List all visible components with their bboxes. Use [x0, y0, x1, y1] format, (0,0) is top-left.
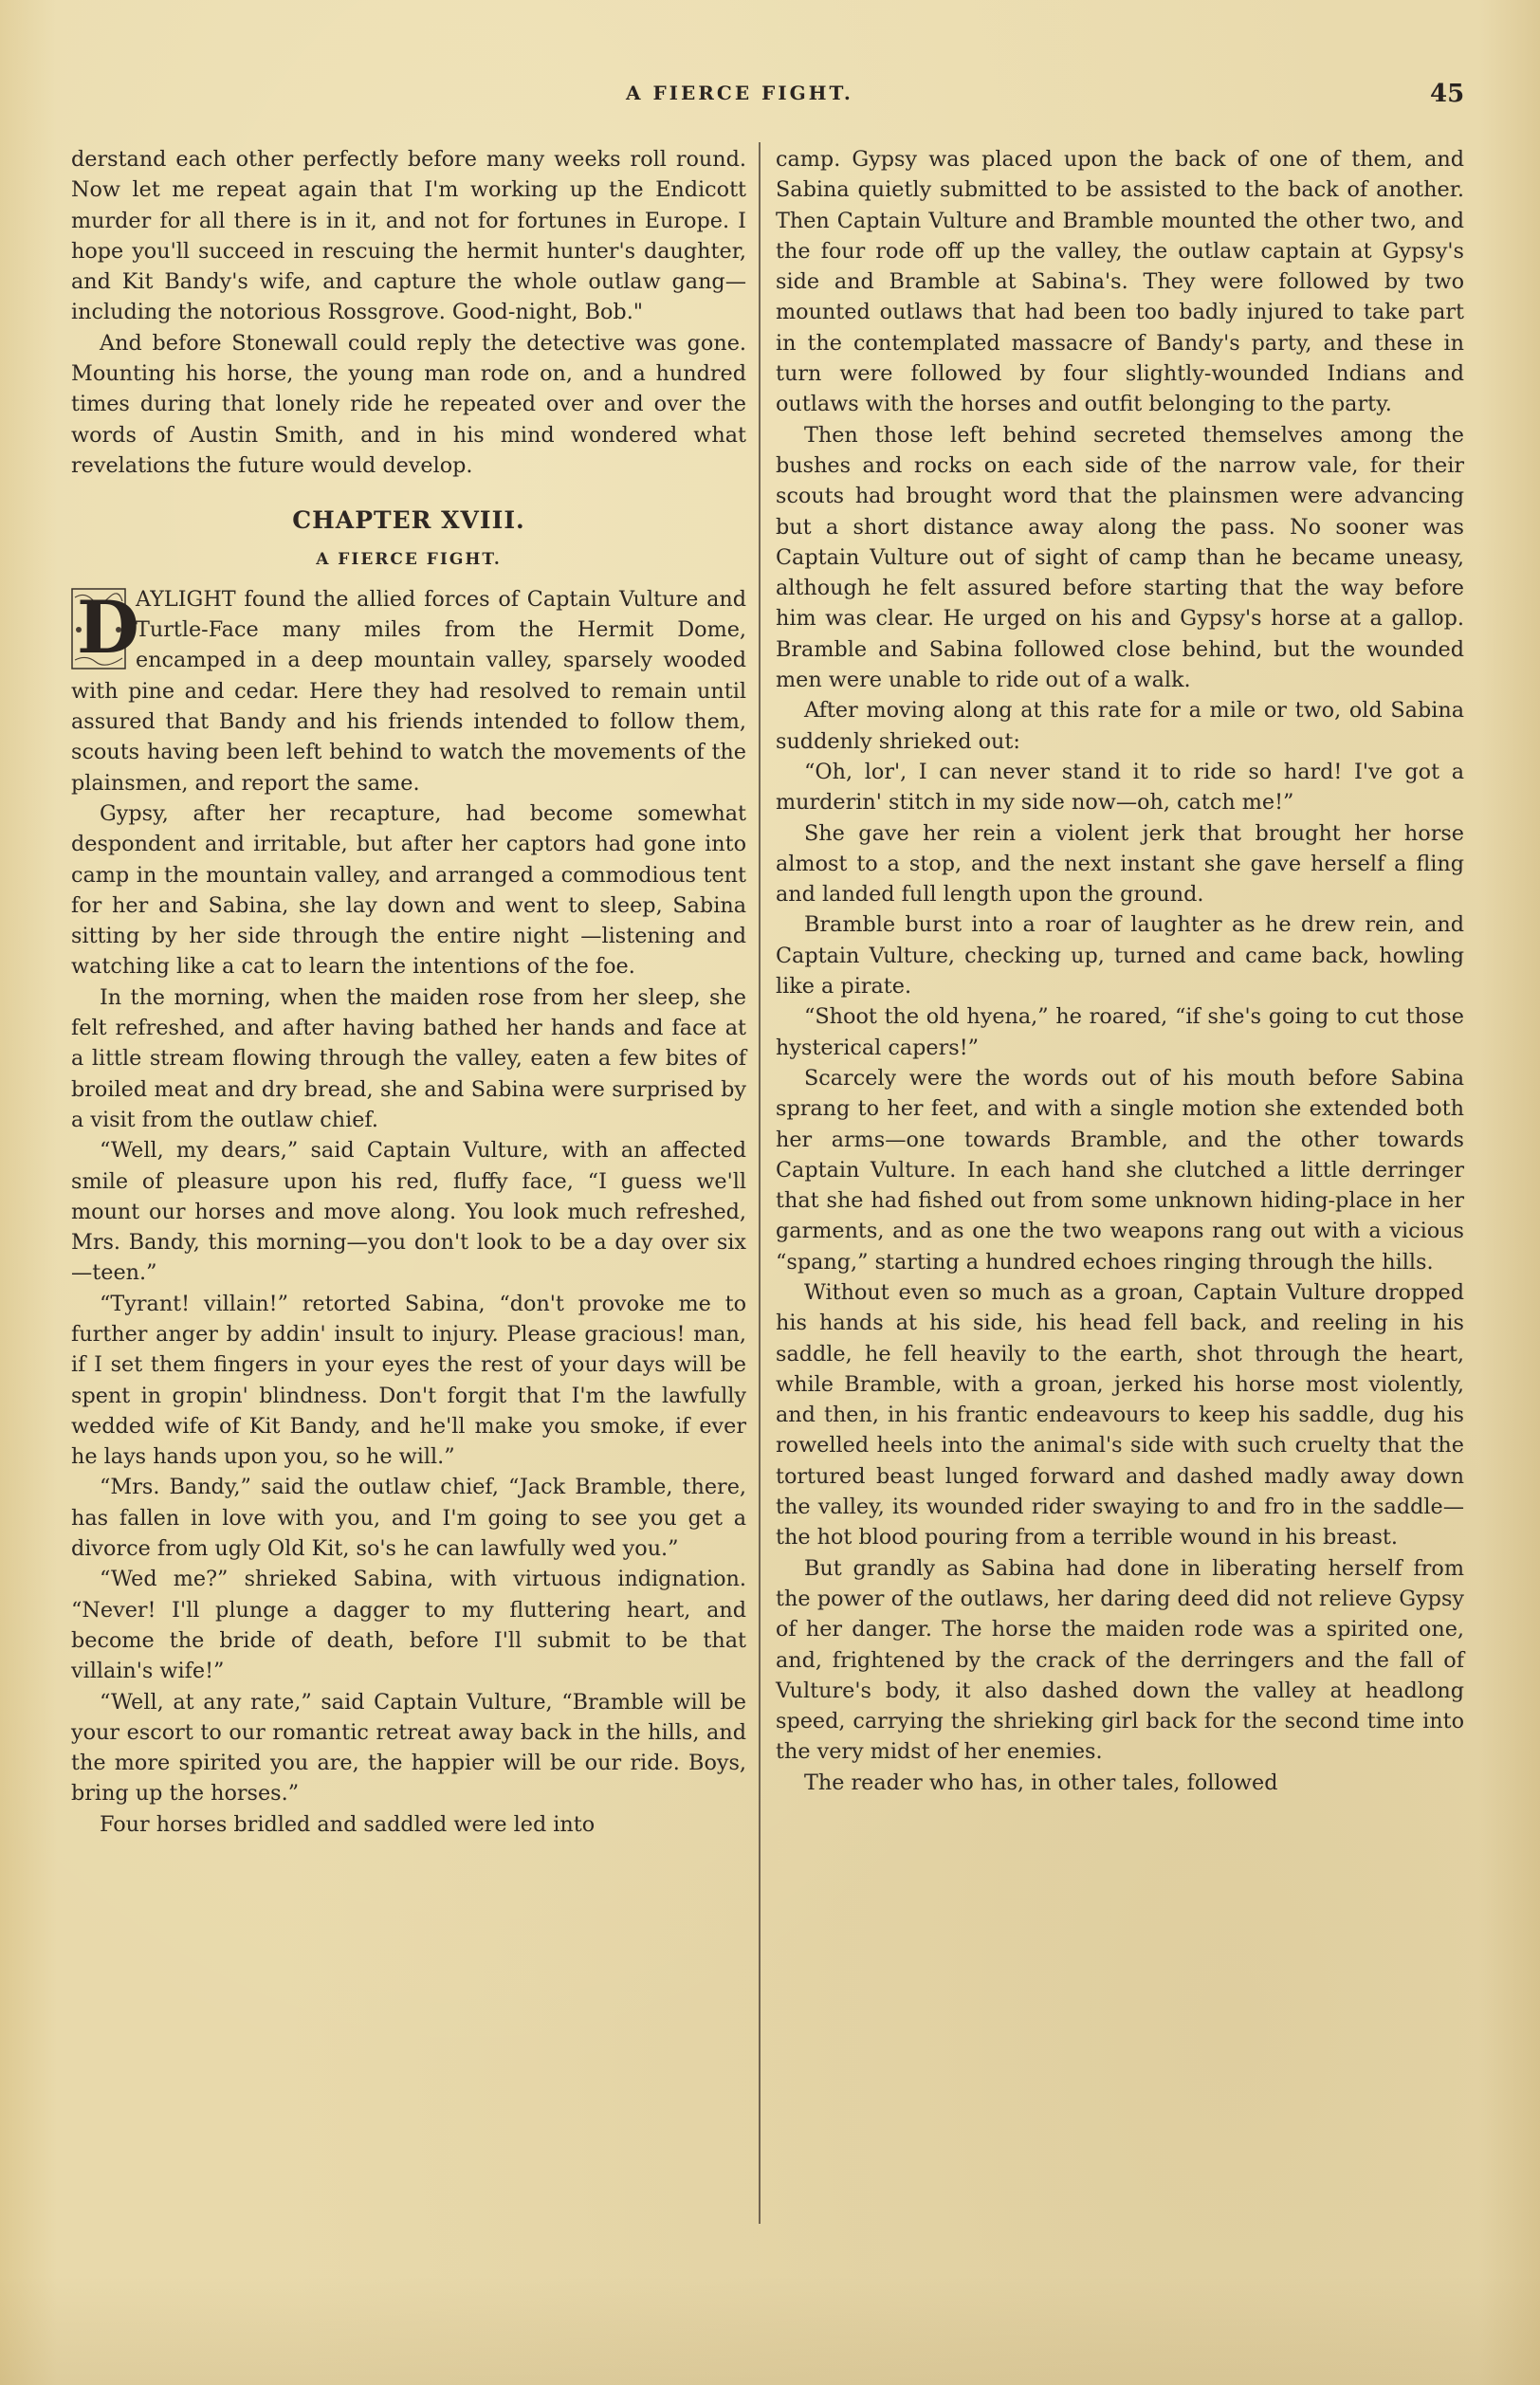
paragraph: “Well, at any rate,” said Captain Vulture, “Bramble will be your escort to our romantic retreat away back in the hills, and the more spirited you are, the happier will be our ride. Boys, bring up the horses.” — [71, 1689, 746, 1807]
paragraph: “Shoot the old hyena,” he roared, “if she's going to cut those hysterical capers!” — [776, 1004, 1464, 1060]
paragraph: “Oh, lor', I can never stand it to ride so hard! I've got a murderin' stitch in my side now—oh, catch me!” — [776, 759, 1464, 816]
paragraph: Four horses bridled and saddled were led into — [100, 1811, 596, 1837]
paragraph: “Tyrant! villain!” retorted Sabina, “don't provoke me to further anger by addin' insult to injury. Please gracious! man, if I set them fingers in your eyes the rest of your days will be spent in gropin' blindness. Don't forgit that I'm the lawfully wedded wife of Kit Bandy, and he'll make you smoke, if ever he lays hands upon you, so he will.” — [71, 1291, 746, 1470]
running-head: A FIERCE FIGHT. — [626, 82, 853, 104]
paragraph: camp. Gypsy was placed upon the back of one of them, and Sabina quietly submitted to be assisted to the back of another. Then Captain Vulture and Bramble mounted the other two, and the four rode off up the valley, the outlaw captain at Gypsy's side and Bramble at Sabina's. They were followed by two mounted outlaws that had been too badly injured to take part in the contemplated massacre of Bandy's party, and these in turn were followed by four slightly-wounded Indians and outlaws with the horses and outfit belonging to the party. — [776, 147, 1464, 417]
paragraph: “Mrs. Bandy,” said the outlaw chief, “Jack Bramble, there, has fallen in love with you, and I'm going to see you get a divorce from ugly Old Kit, so's he can lawfully wed you.” — [71, 1475, 746, 1562]
ornamental-dropcap — [71, 584, 139, 670]
chapter-subtitle: A FIERCE FIGHT. — [316, 549, 502, 569]
dropcap-letter: D — [77, 584, 139, 670]
paragraph: She gave her rein a violent jerk that brought her horse almost to a stop, and the next instant she gave herself a fling and landed full length upon the ground. — [776, 820, 1464, 908]
paragraph: Bramble burst into a roar of laughter as he drew rein, and Captain Vulture, checking up, turned and came back, howling like a pirate. — [776, 912, 1464, 1000]
chapter-opening-text: AYLIGHT found the allied forces of Captain Vulture and Turtle-Face many miles from the Hermit Dome, encamped in a deep mountain valley, sparsely wooded with pine and cedar. Here they had resolved to remain until assured that Bandy and his friends intended to follow them, scouts having been left behind to watch the movements of the plainsmen, and report the same. — [71, 586, 746, 796]
paragraph: Then those left behind secreted themselves among the bushes and rocks on each side of the narrow vale, for their scouts had brought word that the plainsmen were advancing but a short distance away along the pass. No sooner was Captain Vulture out of sight of camp than he became uneasy, although he felt assured before starting that the way before him was clear. He urged on his and Gypsy's horse at a gallop. Bramble and Sabina followed close behind, but the wounded men were unable to ride out of a walk. — [776, 422, 1464, 693]
paragraph: Scarcely were the words out of his mouth before Sabina sprang to her feet, and with a single motion she extended both her arms—one towards Bramble, and the other towards Captain Vulture. In each hand she clutched a little derringer that she had fished out from some unknown hiding-place in her garments, and as one the two weapons rang out with a vicious “spang,” starting a hundred echoes ringing through the hills. — [776, 1065, 1464, 1275]
paragraph: derstand each other perfectly before many weeks roll round. Now let me repeat again that I'm working up the Endicott murder for all there is in it, and not for fortunes in Europe. I hope you'll succeed in rescuing the hermit hunter's daughter, and Kit Bandy's wife, and capture the whole outlaw gang—including the notorious Rossgrove. Good-night, Bob." — [71, 147, 746, 325]
right-column — [776, 144, 1464, 1798]
page-number: 45 — [1430, 80, 1465, 108]
paper-aging-overlay — [0, 2276, 1540, 2385]
paragraph: And before Stonewall could reply the detective was gone. Mounting his horse, the young man rode on, and a hundred times during that lonely ride he repeated over and over the words of Austin Smith, and in his mind wondered what revelations the future would develop. — [71, 330, 746, 478]
paragraph: Gypsy, after her recapture, had become somewhat despondent and irritable, but after her captors had gone into camp in the mountain valley, and arranged a commodious tent for her and Sabina, she lay down and went to sleep, Sabina sitting by her side through the entire night —listening and watching like a cat to learn the intentions of the foe. — [71, 800, 746, 980]
paragraph: The reader who has, in other tales, followed — [804, 1770, 1278, 1795]
paragraph: “Wed me?” shrieked Sabina, with virtuous indignation. “Never! I'll plunge a dagger to my fluttering heart, and become the bride of death, before I'll submit to be that villain's wife!” — [71, 1567, 746, 1684]
paragraph: But grandly as Sabina had done in liberating herself from the power of the outlaws, her daring deed did not relieve Gypsy of her danger. The horse the maiden rode was a spirited one, and, frightened by the crack of the derringers and the fall of Vulture's body, it also dashed down the valley at headlong speed, carrying the shrieking girl back for the second time into the very midst of her enemies. — [776, 1555, 1464, 1765]
paragraph: After moving along at this rate for a mile or two, old Sabina suddenly shrieked out: — [776, 698, 1464, 754]
paragraph: Without even so much as a groan, Captain Vulture dropped his hands at his side, his head fell back, and reeling in his saddle, he fell heavily to the earth, shot through the heart, while Bramble, with a groan, jerked his horse most violently, and then, in his frantic endeavours to keep his saddle, dug his rowelled heels into the animal's side with such cruelty that the tortured beast lunged forward and dashed madly away down the valley, its wounded rider swaying to and fro in the saddle—the hot blood pouring from a terrible wound in his breast. — [776, 1279, 1464, 1550]
left-column — [71, 144, 746, 1840]
paragraph: “Well, my dears,” said Captain Vulture, with an affected smile of pleasure upon his red, fluffy face, “I guess we'll mount our horses and move along. You look much refreshed, Mrs. Bandy, this morning—you don't look to be a day over six—teen.” — [71, 1138, 746, 1286]
chapter-opening-paragraph — [71, 584, 746, 798]
chapter-title: CHAPTER XVIII. — [292, 506, 525, 535]
column-divider — [759, 142, 761, 2224]
paragraph: In the morning, when the maiden rose from her sleep, she felt refreshed, and after having bathed her hands and face at a little stream flowing through the valley, eaten a few bites of broiled meat and dry bread, she and Sabina were surprised by a visit from the outlaw chief. — [71, 984, 746, 1132]
